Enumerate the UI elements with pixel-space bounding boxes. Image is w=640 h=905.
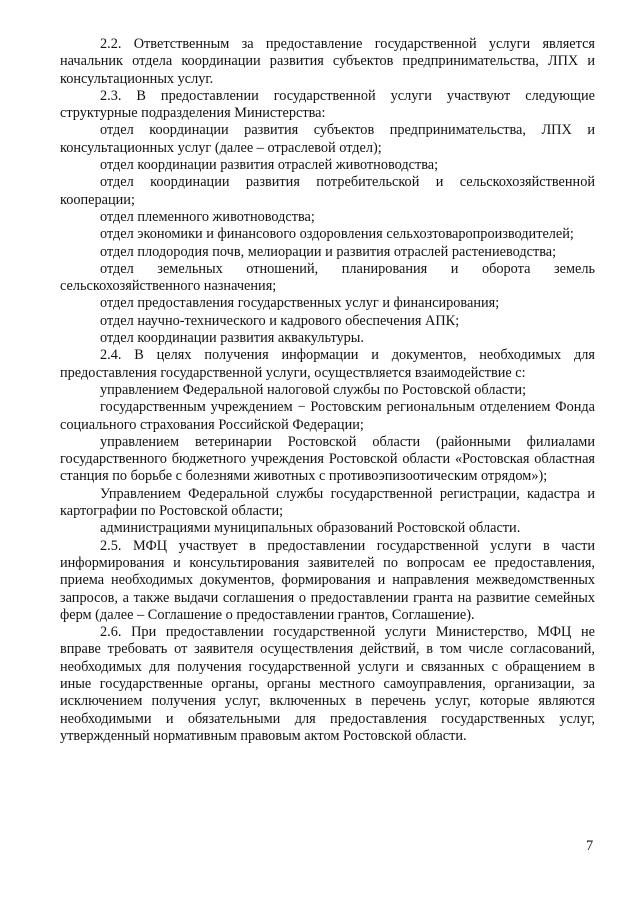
department-item: отдел координации развития субъектов предпринимательства, ЛПХ и консультационных услуг (далее – отраслевой отдел); xyxy=(60,122,595,156)
interaction-item: управлением Федеральной налоговой службы по Ростовской области; xyxy=(100,381,527,398)
department-item: отдел координации развития потребительской и сельскохозяйственной кооперации; xyxy=(60,174,595,208)
interaction-item: государственным учреждением − Ростовским региональным отделением Фонда социального страхования Российской Федерации; xyxy=(60,399,595,433)
department-item: отдел земельных отношений, планирования и оборота земель сельскохозяйственного назначения; xyxy=(60,260,595,295)
paragraph-2-5: 2.5. МФЦ участвует в предоставлении государственной услуги в части информирования и консультирования заявителей по вопросам ее предоставления, приема необходимых документов, формирования и направления межведомственных запросов, а также выдачи соглашения о предоставлении гранта на развитие семейных ферм (далее – Соглашение о предоставлении грантов, Соглашение). xyxy=(60,537,595,623)
paragraph-2-4: 2.4. В целях получения информации и документов, необходимых для предоставления государственной услуги, осуществляется взаимодействие с: xyxy=(60,347,595,381)
document-body xyxy=(60,36,595,745)
department-item: отдел координации развития отраслей животноводства; xyxy=(100,157,439,174)
department-item: отдел научно-технического и кадрового обеспечения АПК; xyxy=(100,312,460,329)
paragraph-2-3: 2.3. В предоставлении государственной услуги участвуют следующие структурные подразделения Министерства: xyxy=(60,87,595,122)
page-number: 7 xyxy=(586,838,594,854)
paragraph-2-6: 2.6. При предоставлении государственной услуги Министерство, МФЦ не вправе требовать от заявителя осуществления действий, в том числе согласований, необходимых для получения государственной услуги и связанных с обращением в иные государственные органы, органы местного самоуправления, организации, за исключением получения услуг, включенных в перечень услуг, которые являются необходимыми и обязательными для предоставления государственных услуг, утвержденный нормативным правовым актом Ростовской области. xyxy=(60,624,595,744)
department-item: отдел плодородия почв, мелиорации и развития отраслей растениеводства; xyxy=(100,243,557,260)
interaction-item: управлением ветеринарии Ростовской области (районными филиалами государственного бюджетного учреждения Ростовской области «Ростовская областная станция по борьбе с болезнями животных с противоэпизоотическим отрядом»); xyxy=(60,433,595,485)
interaction-item: администрациями муниципальных образований Ростовской области. xyxy=(100,520,521,537)
department-item: отдел племенного животноводства; xyxy=(100,208,315,225)
paragraph-2-2: 2.2. Ответственным за предоставление государственной услуги является начальник отдела координации развития субъектов предпринимательства, ЛПХ и консультационных услуг. xyxy=(60,36,595,87)
department-item: отдел предоставления государственных услуг и финансирования; xyxy=(100,295,500,312)
interaction-item: Управлением Федеральной службы государственной регистрации, кадастра и картографии по Ростовской области; xyxy=(60,485,595,520)
department-item: отдел экономики и финансового оздоровления сельхозтоваропроизводителей; xyxy=(100,226,574,243)
department-item: отдел координации развития аквакультуры. xyxy=(100,330,364,347)
